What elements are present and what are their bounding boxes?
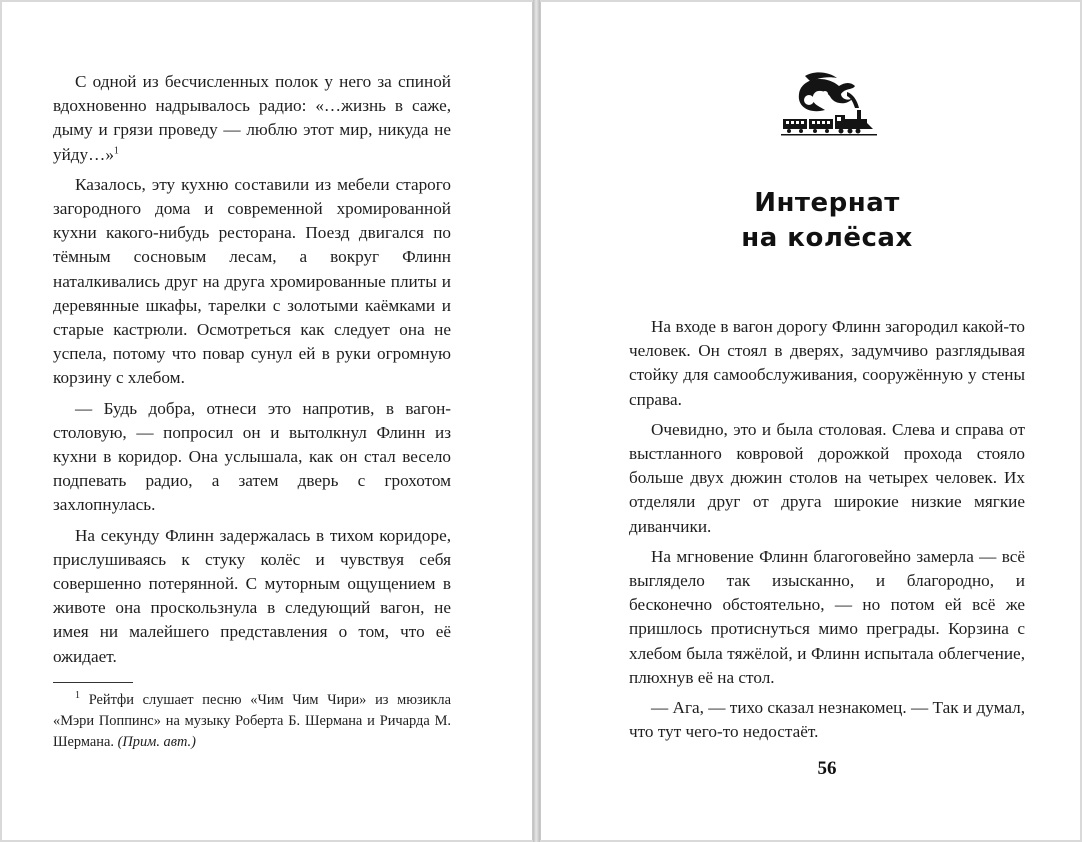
chapter-title: [629, 186, 1025, 256]
chapter-title-line-1: Интернат: [754, 188, 900, 218]
left-paragraph-2: Казалось, эту кухню составили из мебели старого загородного дома и современной хромированной кухни какого-нибудь ресторана. Поезд двигался по тёмным сосновым лесам, а вокруг Флинн наталкивались друг на друга хромированные плиты и деревянные шкафы, тарелки с золотыми каёмками и старые кастрюли. Осмотреться как следует она не успела, потому что повар сунул ей в руки огромную корзину с хлебом.: [53, 174, 451, 388]
left-paragraph-3: — Будь добра, отнеси это напротив, в вагон-столовую, — попросил он и вытолкнул Флинн из кухни в коридор. Она услышала, как он стал весело подпевать радио, а затем дверь с грохотом захлопнулась.: [53, 398, 451, 515]
footnote: [53, 690, 451, 753]
right-paragraph-4: — Ага, — тихо сказал незнакомец. — Так и думал, что тут чего-то недостаёт.: [629, 698, 1025, 742]
book-spine-gutter: [533, 0, 540, 842]
left-paragraph-1: С одной из бесчисленных полок у него за спиной вдохновенно надрывалось радио: «…жизнь в саже, дыму и грязи проведу — люблю этот мир, никуда не уйду…»$^1$: [53, 72, 451, 164]
left-text-column: [53, 70, 451, 669]
chapter-title-line-2: на колёсах: [741, 223, 913, 253]
left-paragraph-4: На секунду Флинн задержалась в тихом коридоре, прислушиваясь к стуку колёс и чувствуя себя совершенно потерянной. С муторным ощущением в животе она проскользнула в следующий вагон, не имея ни малейшего представления о том, что её ожидает.: [53, 525, 451, 666]
right-paragraph-1: На входе в вагон дорогу Флинн загородил какой-то человек. Он стоял в дверях, задумчиво разглядывая стойку для самообслуживания, сооружённую у стены справа.: [629, 317, 1025, 409]
page-number: 56: [817, 758, 837, 779]
right-paragraph-3: На мгновение Флинн благоговейно замерла — всё выглядело так изысканно, и благородно, и бесконечно обстоятельно, — но потом ей всё же пришлось протиснуться мимо преграды. Корзина с хлебом была тяжёлой, и Флинн испытала облегчение, плюхнув её на стол.: [629, 546, 1025, 687]
footnote-text: Рейтфи слушает песню «Чим Чим Чири» из мюзикла «Мэри Поппинс» на музыку Роберта Б. Шермана и Ричарда М. Шермана.: [53, 692, 451, 750]
left-page: [2, 2, 533, 840]
right-text-column: [629, 315, 1025, 744]
right-paragraph-2: Очевидно, это и была столовая. Слева и справа от выстланного ковровой дорожкой прохода стояло больше двух дюжин столов на четырех человек. Их отделяли друг от друга широкие низкие мягкие диванчики.: [629, 419, 1025, 536]
footnote-divider: [53, 682, 133, 683]
right-page: [540, 2, 1080, 840]
footnote-author-note: (Прим. авт.): [117, 734, 196, 750]
steam-train-icon: [781, 68, 885, 140]
footnote-reference[interactable]: 1: [113, 144, 119, 156]
footnote-marker: 1: [75, 690, 80, 702]
